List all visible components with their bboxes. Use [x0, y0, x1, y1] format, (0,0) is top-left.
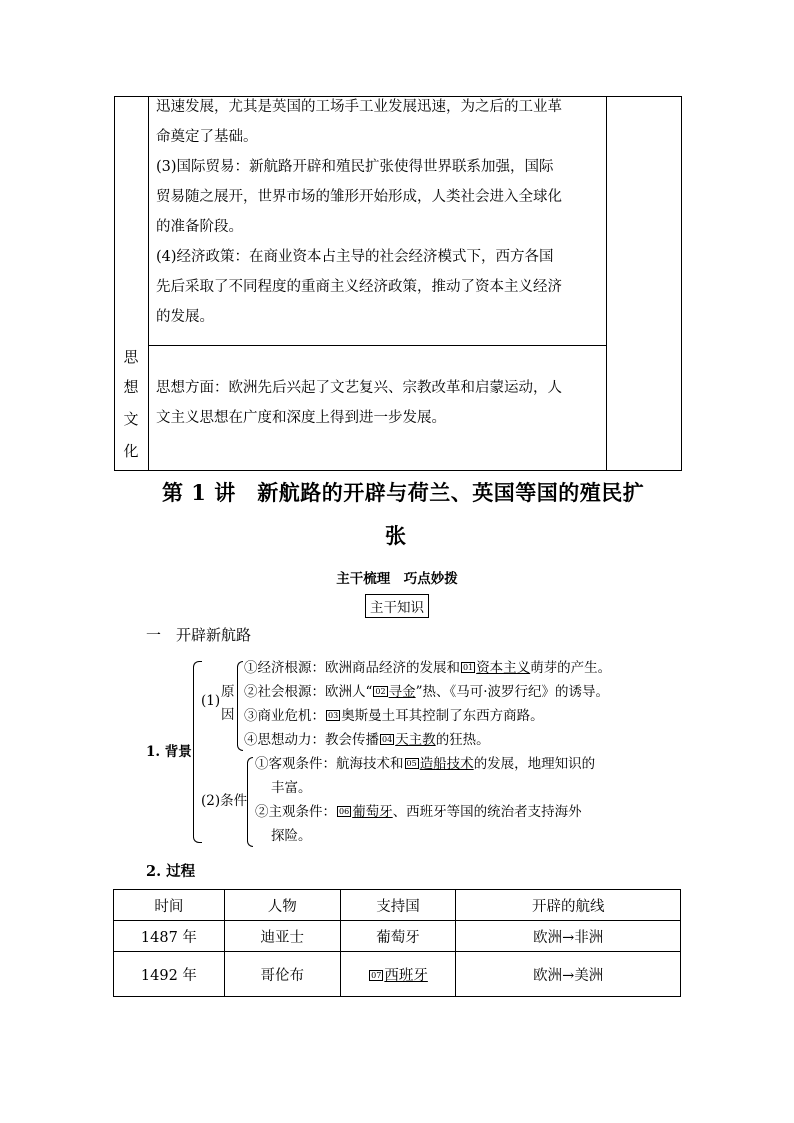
answer-number-badge: 02: [375, 687, 386, 696]
header-cell: 支持国: [340, 890, 456, 921]
reasons-brace: [237, 661, 243, 751]
part-heading: 一 开辟新航路: [146, 626, 252, 644]
thought-char: 想: [123, 378, 139, 396]
answer-number-badge: 06: [339, 807, 350, 816]
reason-item: ④思想动力：教会传播 04 天主教的狂热。: [244, 732, 490, 748]
header-cell: 时间: [114, 890, 225, 921]
time-cell: 1487 年: [114, 921, 225, 952]
economy-line: 的准备阶段。: [156, 219, 243, 235]
section-heading: 主干梳理 巧点妙拨: [336, 571, 458, 587]
group2-label: (2)条件: [201, 793, 248, 809]
conditions-brace: [247, 757, 253, 847]
route-cell: 欧洲→非洲: [456, 921, 681, 952]
group1-sub-2: 因: [221, 707, 235, 723]
background-label: 1. 背景: [146, 744, 192, 760]
economy-cell: [156, 92, 606, 332]
economy-line: 先后采取了不同程度的重商主义经济政策，推动了资本主义经济: [156, 279, 562, 295]
answer-number-badge: 05: [406, 759, 417, 768]
condition-item-cont: 探险。: [271, 828, 312, 844]
reasons-list: [244, 656, 611, 752]
answer-key: 西班牙: [384, 967, 428, 984]
thought-char: 文: [123, 410, 139, 428]
answer-key: 奥斯曼土耳其控制了东西方商路。: [341, 708, 544, 724]
thought-line: 思想方面：欧洲先后兴起了文艺复兴、宗教改革和启蒙运动，人: [156, 380, 562, 396]
table-row: [114, 952, 681, 997]
reason-item: ②社会根源：欧洲人“ 02 寻金”热、《马可·波罗行纪》的诱导。: [244, 684, 610, 700]
title-line-2: 张: [385, 523, 407, 548]
header-cell: 开辟的航线: [456, 890, 681, 921]
answer-key: 天主教: [395, 732, 436, 748]
economy-line: 贸易随之展开，世界市场的雏形开始形成，人类社会进入全球化: [156, 189, 562, 205]
condition-item: ①客观条件：航海技术和 05 造船技术的发展，地理知识的: [255, 756, 596, 772]
answer-key: 寻金: [388, 684, 416, 700]
time-cell: 1492 年: [114, 952, 225, 997]
process-table: [113, 889, 681, 997]
economy-line: 命奠定了基础。: [156, 129, 258, 145]
answer-key: 造船技术: [419, 756, 474, 772]
boxed-heading-wrap: [0, 594, 794, 618]
economy-line: (4)经济政策：在商业资本占主导的社会经济模式下，西方各国: [156, 249, 554, 265]
person-cell: 迪亚士: [224, 921, 340, 952]
header-cell: 人物: [224, 890, 340, 921]
reason-item: ③商业危机： 03 奥斯曼土耳其控制了东西方商路。: [244, 708, 544, 724]
boxed-heading: 主干知识: [365, 594, 429, 618]
table-header-row: [114, 890, 681, 921]
answer-number-badge: 01: [463, 663, 474, 672]
table-row: [114, 921, 681, 952]
thought-char: 思: [123, 348, 139, 366]
economy-line: (3)国际贸易：新航路开辟和殖民扩张使得世界联系加强，国际: [156, 159, 554, 175]
thought-line: 文主义思想在广度和深度上得到进一步发展。: [156, 410, 446, 426]
condition-item-cont: 丰富。: [271, 780, 312, 796]
person-cell: 哥伦布: [224, 952, 340, 997]
condition-item: ②主观条件： 06 葡萄牙、西班牙等国的统治者支持海外: [255, 804, 582, 820]
answer-key: 葡萄牙: [352, 804, 393, 820]
country-cell: 葡萄牙: [340, 921, 456, 952]
answer-number-badge: 03: [328, 711, 339, 720]
group1-sub-1: 原: [221, 684, 235, 700]
answer-number-badge: 04: [382, 735, 393, 744]
group1-label: (1): [201, 693, 221, 709]
conditions-list: [255, 752, 595, 848]
thought-cell: [156, 373, 562, 433]
answer-key: 资本主义: [476, 660, 531, 676]
title-line-1: 第 1 讲 新航路的开辟与荷兰、英国等国的殖民扩: [162, 480, 645, 505]
reason-item: ①经济根源：欧洲商品经济的发展和 01 资本主义萌芽的产生。: [244, 660, 612, 676]
country-cell: [340, 952, 456, 997]
route-cell: 欧洲→美洲: [456, 952, 681, 997]
thought-char: 化: [123, 442, 139, 460]
economy-line: 的发展。: [156, 309, 214, 325]
economy-line: 迅速发展，尤其是英国的工场手工业发展迅速，为之后的工业革: [156, 99, 562, 115]
answer-number-badge: 07: [371, 970, 382, 980]
process-label: 2. 过程: [146, 863, 196, 880]
